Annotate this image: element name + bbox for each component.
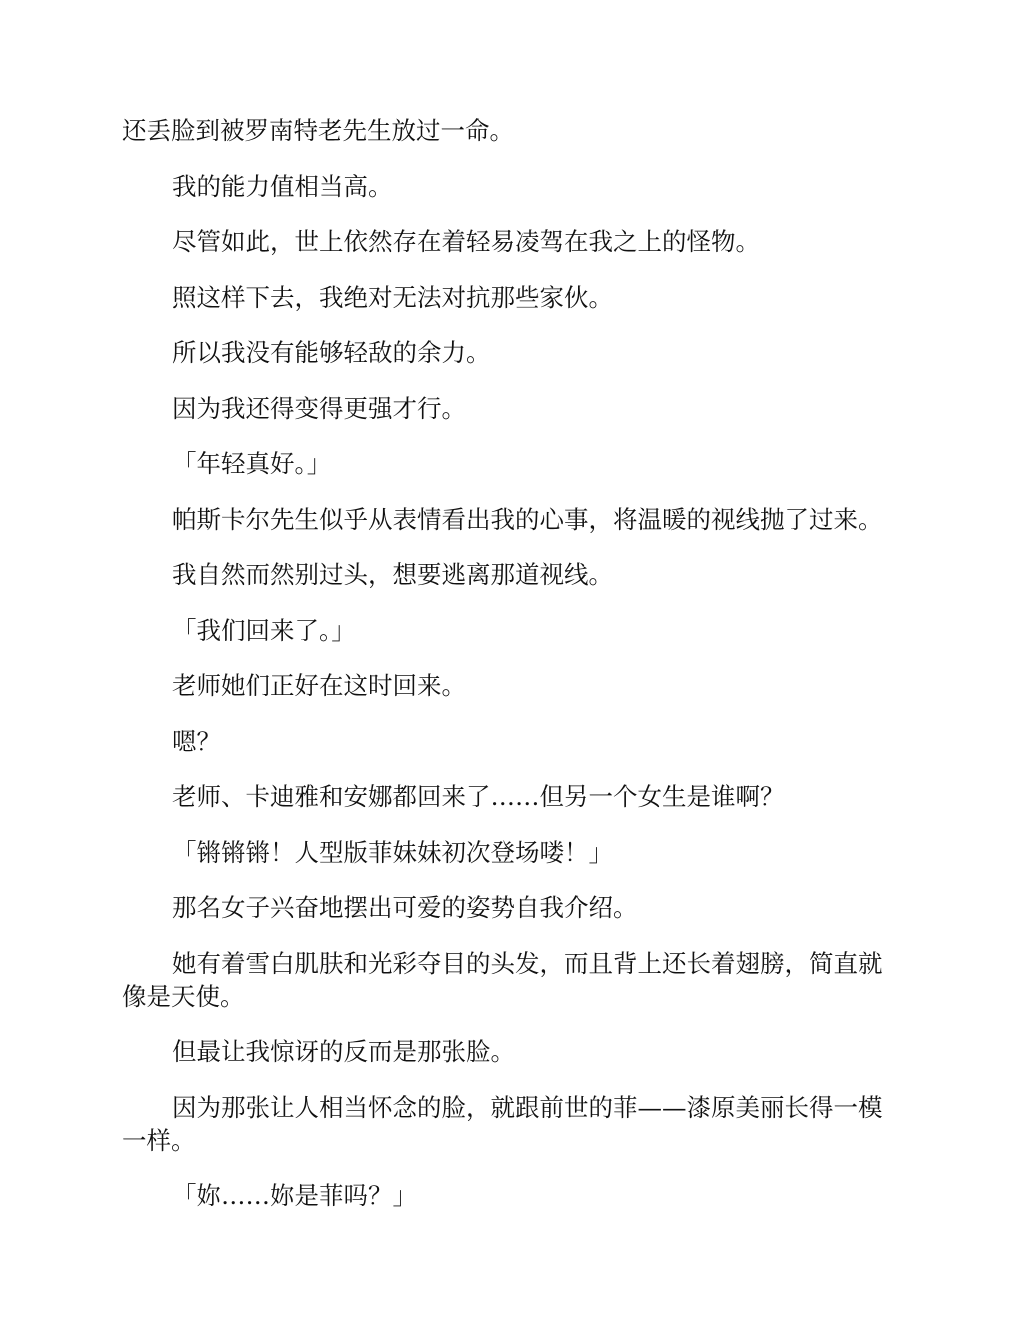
- paragraph: 「妳……妳是菲吗？」: [172, 1181, 417, 1210]
- paragraph: 老师她们正好在这时回来。: [172, 671, 466, 700]
- paragraph: 帕斯卡尔先生似乎从表情看出我的心事，将温暖的视线抛了过来。: [172, 504, 883, 534]
- paragraph: 那名女子兴奋地摆出可爱的姿势自我介绍。: [172, 893, 638, 922]
- paragraph: 她有着雪白肌肤和光彩夺目的头发，而且背上还长着翅膀，简直就像是天使。: [122, 948, 883, 1011]
- paragraph: 因为我还得变得更强才行。: [172, 393, 466, 423]
- paragraph: 但最让我惊讶的反而是那张脸。: [172, 1037, 515, 1066]
- paragraph: 「年轻真好。」: [172, 449, 332, 478]
- paragraph: 尽管如此，世上依然存在着轻易凌驾在我之上的怪物。: [172, 227, 760, 256]
- paragraph: 因为那张让人相当怀念的脸，就跟前世的菲——漆原美丽长得一模一样。: [122, 1092, 883, 1155]
- paragraph: 「我们回来了。」: [172, 615, 356, 645]
- paragraph: 嗯？: [172, 726, 221, 756]
- paragraph: 我自然而然别过头，想要逃离那道视线。: [172, 560, 613, 589]
- paragraph: 照这样下去，我绝对无法对抗那些家伙。: [172, 282, 613, 312]
- paragraph: 老师、卡迪雅和安娜都回来了……但另一个女生是谁啊？: [172, 782, 785, 811]
- paragraph: 我的能力值相当高。: [172, 171, 393, 201]
- paragraph: 所以我没有能够轻敌的余力。: [172, 338, 491, 367]
- body-text: [122, 114, 902, 1235]
- paragraph: 「锵锵锵！人型版菲妹妹初次登场喽！」: [172, 837, 613, 867]
- paragraph: 还丢脸到被罗南特老先生放过一命。: [122, 116, 514, 145]
